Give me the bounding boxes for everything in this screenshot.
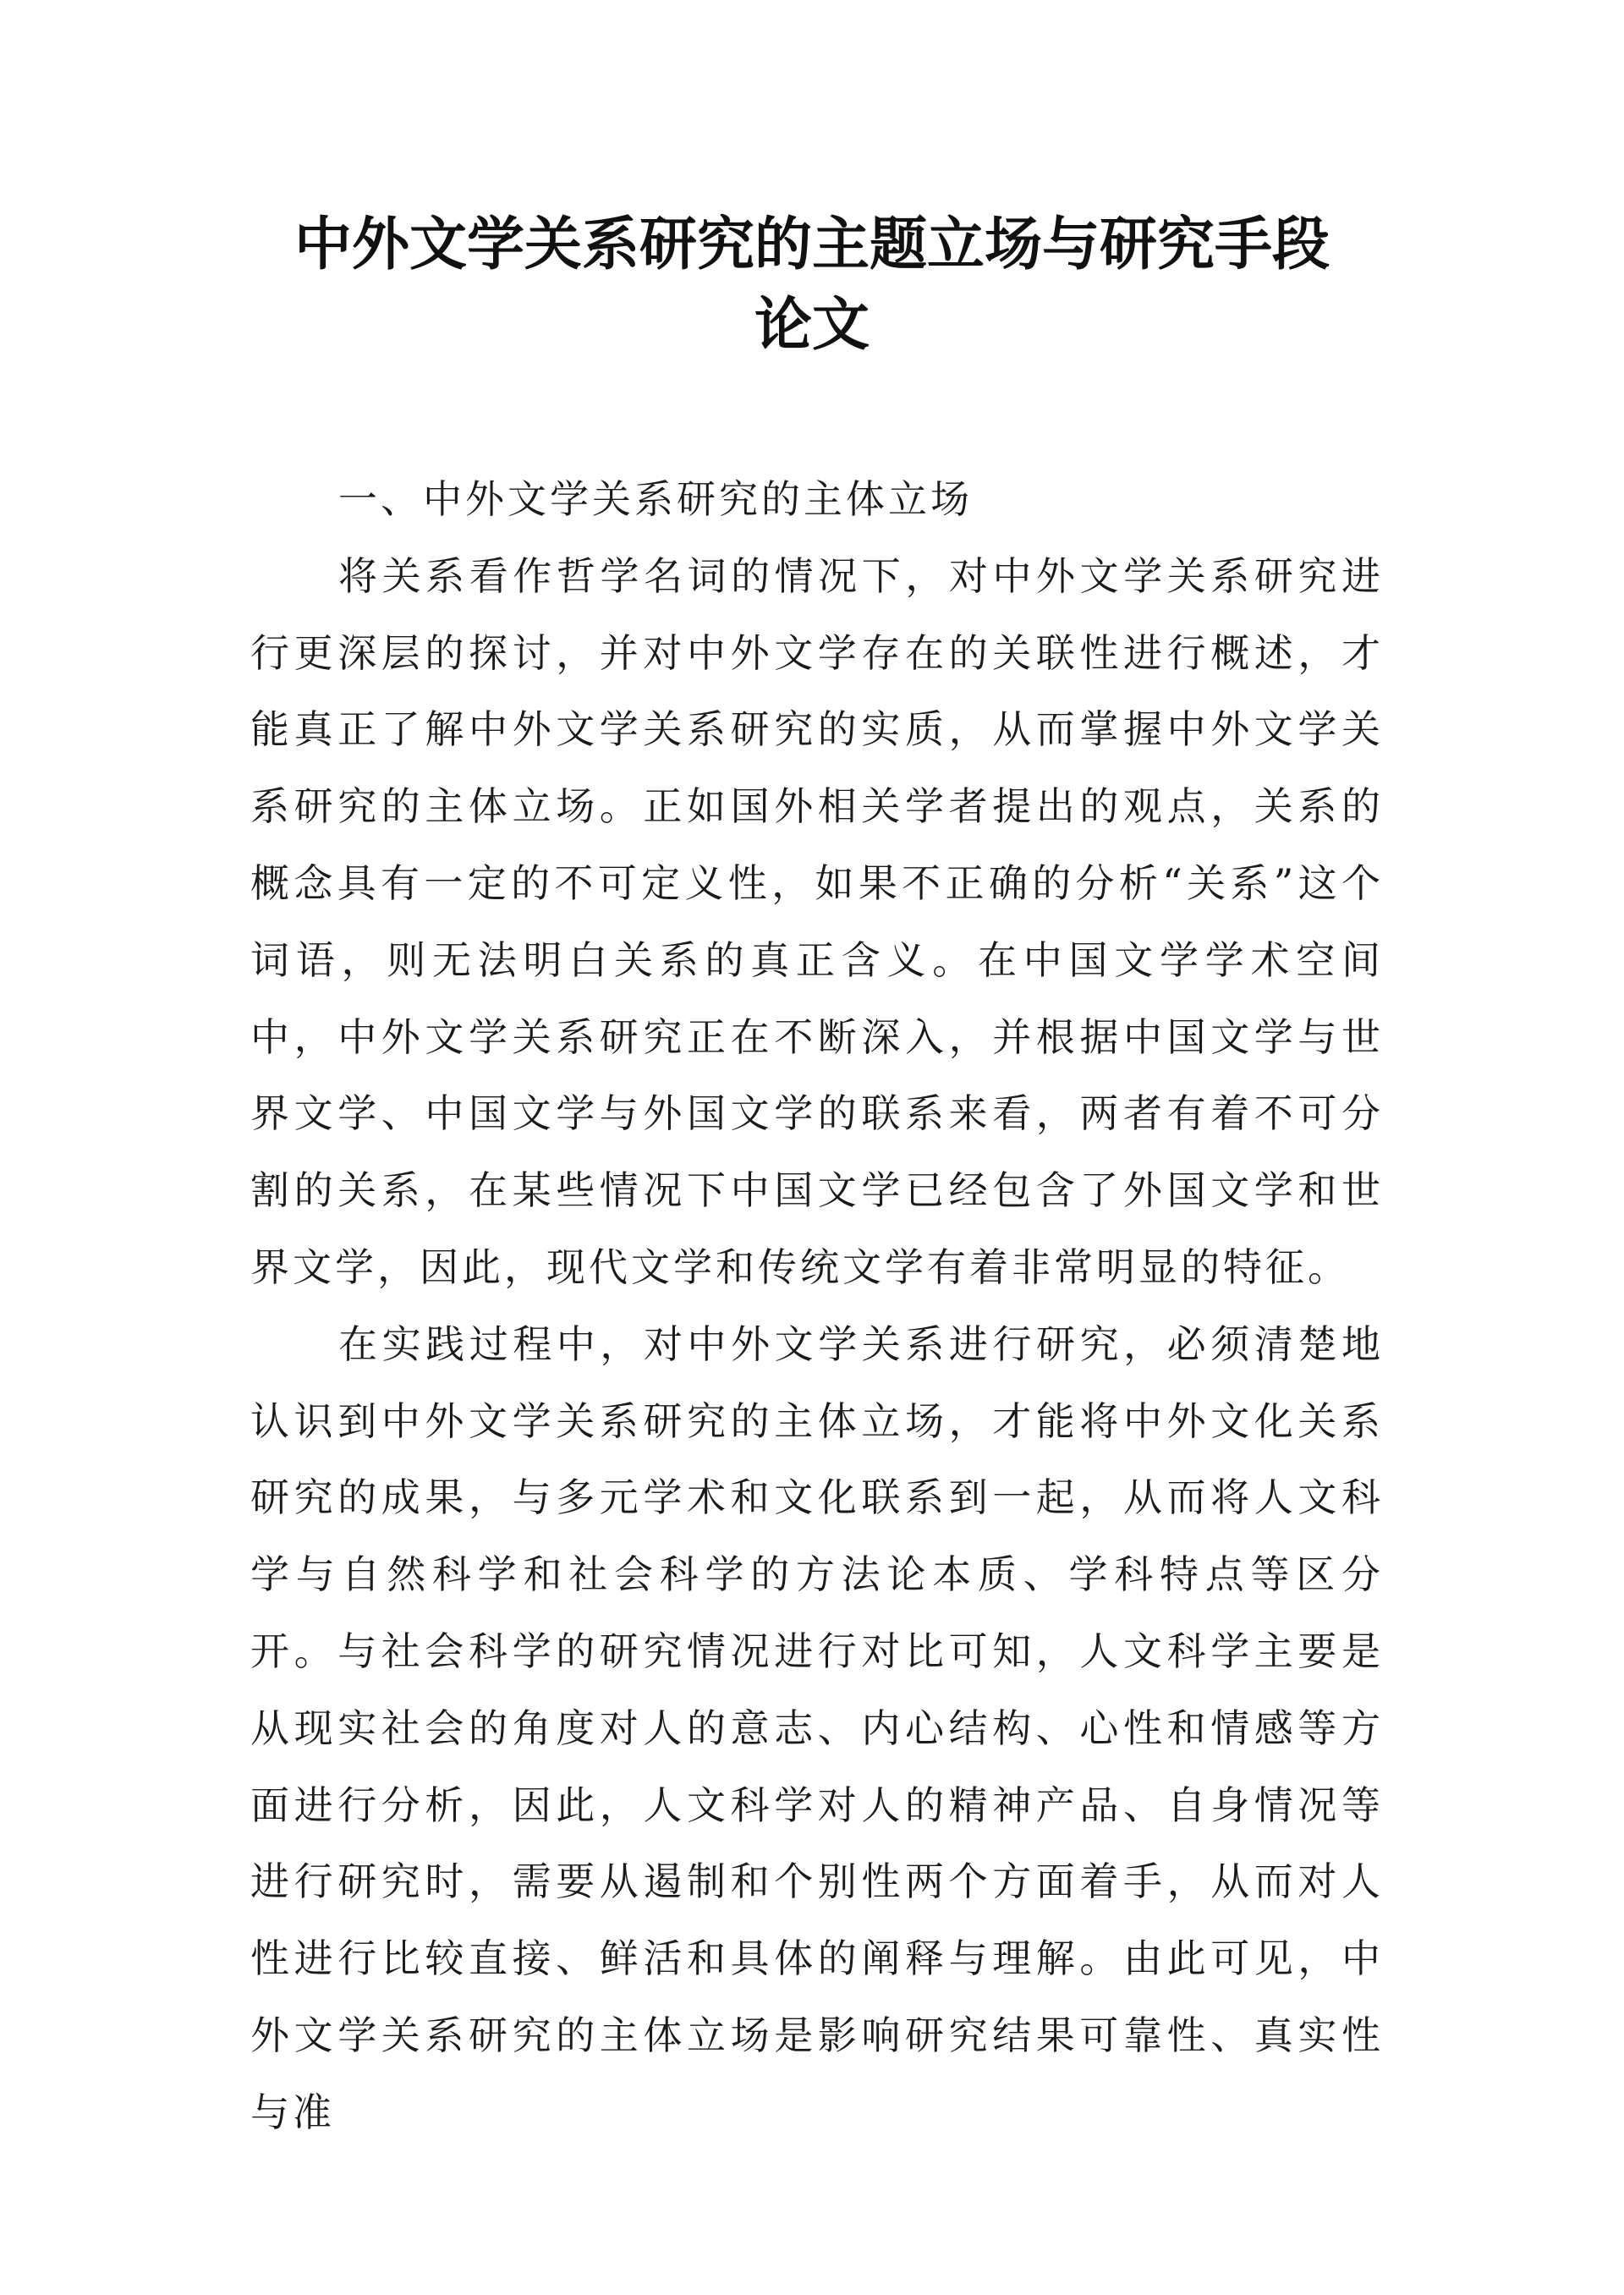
document-title-continuation: 论文 bbox=[754, 292, 870, 359]
section-heading: 一、中外文学关系研究的主体立场 bbox=[338, 476, 973, 522]
document-title: 中外文学关系研究的主题立场与研究手段 bbox=[294, 211, 1330, 278]
body-paragraph: 在实践过程中，对中外文学关系进行研究，必须清楚地认识到中外文学关系研究的主体立场，才能将中外文化关系研究的成果，与多元学术和文化联系到一起，从而将人文科学与自然科学和社会科学的方法论本质、学科特点等区分开。与社会科学的研究情况进行对比可知，人文科学主要是从现实社会的角度对人的意志、内心结构、心性和情感等方面进行分析，因此，人文科学对人的精神产品、自身情况等进行研究时，需要从遏制和个别性两个方面着手，从而对人性进行比较直接、鲜活和具体的阐释与理解。由此可见，中外文学关系研究的主体立场是影响研究结果可靠性、真实性与准 bbox=[250, 1320, 1384, 2135]
body-paragraph: 将关系看作哲学名词的情况下，对中外文学关系研究进行更深层的探讨，并对中外文学存在的关联性进行概述，才能真正了解中外文学关系研究的实质，从而掌握中外文学关系研究的主体立场。正如国外相关学者提出的观点，关系的概念具有一定的不可定义性，如果不正确的分析“关系”这个词语，则无法明白关系的真正含义。在中国文学学术空间中，中外文学关系研究正在不断深入，并根据中国文学与世界文学、中国文学与外国文学的联系来看，两者有着不可分割的关系，在某些情况下中国文学已经包含了外国文学和世界文学，因此，现代文学和传统文学有着非常明显的特征。 bbox=[250, 552, 1384, 1290]
document-body bbox=[250, 461, 1384, 2151]
